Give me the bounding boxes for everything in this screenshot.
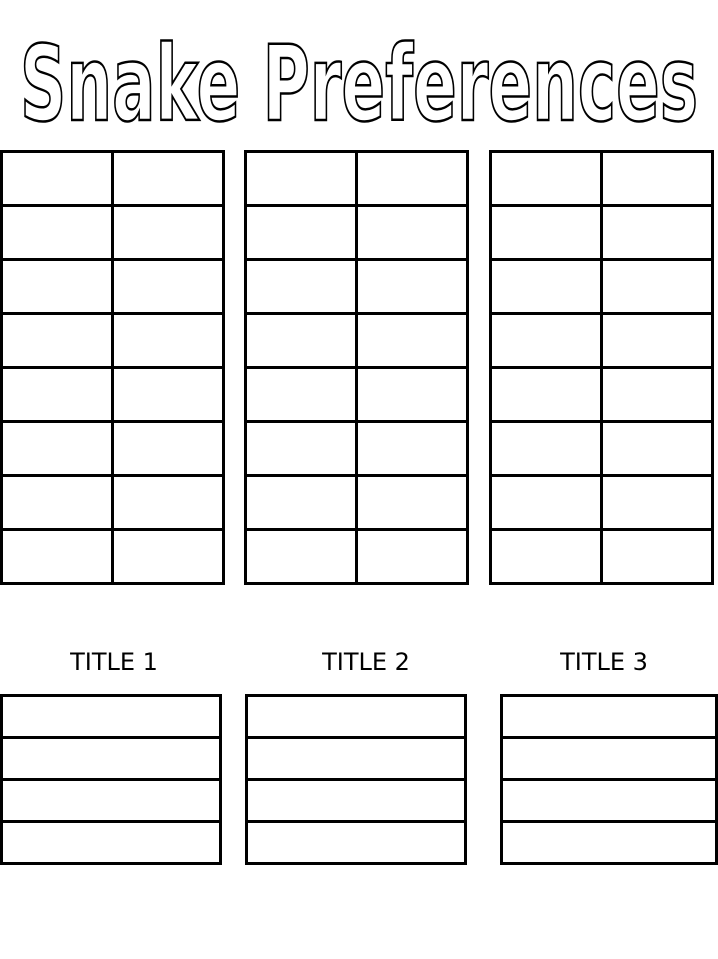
column-title-2: TITLE 2 — [322, 648, 410, 676]
grid-cell — [2, 530, 113, 584]
grid-cell — [357, 368, 468, 422]
grid-cell — [491, 206, 602, 260]
line-cell — [247, 822, 466, 864]
grid-row — [491, 476, 713, 530]
grid-2-body — [246, 152, 468, 584]
line-row — [502, 738, 717, 780]
line-row — [2, 696, 221, 738]
line-cell — [2, 780, 221, 822]
grid-cell — [2, 314, 113, 368]
grid-row — [246, 206, 468, 260]
line-cell — [502, 822, 717, 864]
grid-cell — [113, 260, 224, 314]
grid-cell — [2, 152, 113, 206]
grid-row — [246, 422, 468, 476]
grid-cell — [357, 206, 468, 260]
grid-cell — [491, 530, 602, 584]
grid-cell — [246, 206, 357, 260]
grid-cell — [246, 530, 357, 584]
lines-3 — [500, 694, 718, 865]
grid-3 — [489, 150, 714, 585]
grid-row — [491, 152, 713, 206]
grid-cell — [357, 422, 468, 476]
line-cell — [502, 696, 717, 738]
grid-row — [246, 530, 468, 584]
line-cell — [2, 696, 221, 738]
line-cell — [502, 780, 717, 822]
page-title-text: Snake Preferences — [20, 23, 698, 134]
line-cell — [2, 738, 221, 780]
grid-cell — [491, 314, 602, 368]
grid-row — [491, 260, 713, 314]
grid-row — [246, 152, 468, 206]
page-title — [0, 22, 718, 134]
grid-cell — [113, 530, 224, 584]
lines-1-body — [2, 696, 221, 864]
grid-cell — [246, 260, 357, 314]
grid-row — [246, 368, 468, 422]
column-title-3: TITLE 3 — [560, 648, 648, 676]
grid-cell — [113, 314, 224, 368]
grid-row — [2, 476, 224, 530]
grid-row — [2, 260, 224, 314]
grid-cell — [2, 260, 113, 314]
grid-row — [2, 206, 224, 260]
grid-cell — [602, 530, 713, 584]
grid-cell — [113, 422, 224, 476]
grid-cell — [113, 206, 224, 260]
grid-cell — [246, 368, 357, 422]
grid-row — [2, 530, 224, 584]
grid-cell — [113, 368, 224, 422]
grid-cell — [113, 476, 224, 530]
grid-cell — [491, 476, 602, 530]
grid-cell — [2, 206, 113, 260]
grid-cell — [491, 368, 602, 422]
grid-row — [2, 314, 224, 368]
grid-row — [246, 476, 468, 530]
grid-cell — [2, 476, 113, 530]
grid-row — [491, 206, 713, 260]
line-cell — [247, 738, 466, 780]
lines-2 — [245, 694, 467, 865]
grid-cell — [357, 530, 468, 584]
grid-row — [491, 314, 713, 368]
line-row — [502, 822, 717, 864]
grid-cell — [602, 260, 713, 314]
line-row — [2, 738, 221, 780]
lines-2-body — [247, 696, 466, 864]
grid-cell — [602, 152, 713, 206]
line-cell — [2, 822, 221, 864]
line-cell — [247, 780, 466, 822]
line-row — [2, 780, 221, 822]
grid-2 — [244, 150, 469, 585]
grid-cell — [602, 476, 713, 530]
line-row — [247, 822, 466, 864]
grid-row — [2, 152, 224, 206]
line-row — [502, 696, 717, 738]
grid-cell — [491, 260, 602, 314]
grid-cell — [113, 152, 224, 206]
grid-cell — [246, 422, 357, 476]
line-cell — [502, 738, 717, 780]
grid-cell — [2, 368, 113, 422]
line-row — [247, 780, 466, 822]
grid-cell — [602, 206, 713, 260]
grid-cell — [357, 314, 468, 368]
grid-cell — [246, 314, 357, 368]
page-title-svg — [0, 22, 718, 134]
grid-cell — [2, 422, 113, 476]
line-row — [2, 822, 221, 864]
column-title-1: TITLE 1 — [70, 648, 158, 676]
grid-row — [2, 422, 224, 476]
lines-1 — [0, 694, 222, 865]
grid-cell — [602, 422, 713, 476]
lines-3-body — [502, 696, 717, 864]
grid-3-body — [491, 152, 713, 584]
grid-cell — [357, 260, 468, 314]
grid-row — [246, 314, 468, 368]
grid-row — [491, 368, 713, 422]
grid-1-body — [2, 152, 224, 584]
line-row — [247, 696, 466, 738]
grid-cell — [357, 152, 468, 206]
grid-1 — [0, 150, 225, 585]
grid-cell — [357, 476, 468, 530]
grid-cell — [491, 422, 602, 476]
line-row — [502, 780, 717, 822]
line-row — [247, 738, 466, 780]
grid-row — [246, 260, 468, 314]
grid-cell — [246, 152, 357, 206]
grid-cell — [602, 368, 713, 422]
grid-row — [2, 368, 224, 422]
line-cell — [247, 696, 466, 738]
grid-cell — [491, 152, 602, 206]
grid-row — [491, 422, 713, 476]
grid-row — [491, 530, 713, 584]
grid-cell — [246, 476, 357, 530]
grid-cell — [602, 314, 713, 368]
